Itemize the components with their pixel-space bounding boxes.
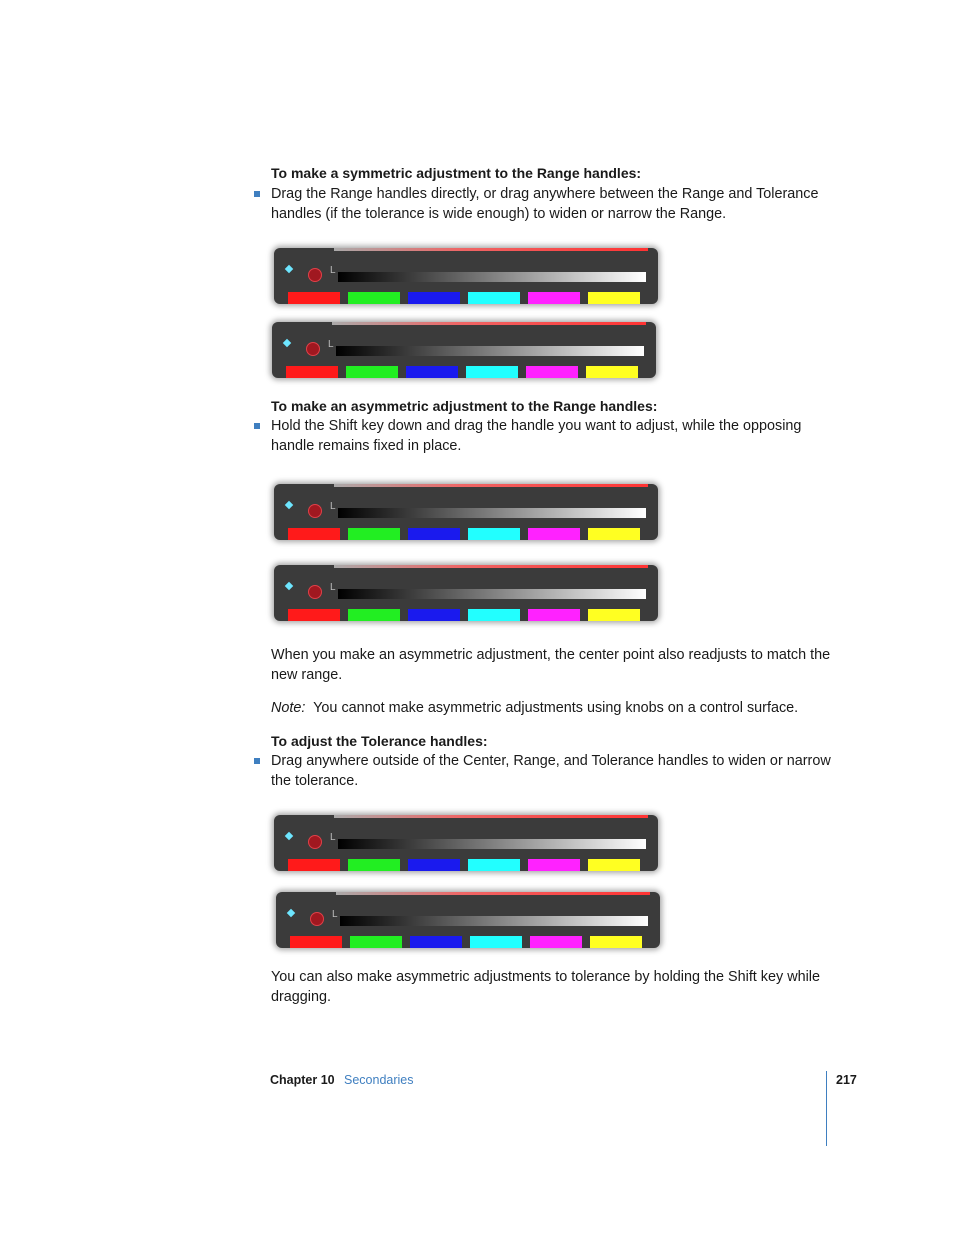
bullet-marker <box>254 758 260 764</box>
heading-asymmetric: To make an asymmetric adjustment to the Range handles: <box>271 398 658 414</box>
bullet-marker <box>254 191 260 197</box>
color-swatch <box>588 609 640 621</box>
color-swatch <box>528 292 580 304</box>
note-text: You cannot make asymmetric adjustments using knobs on a control surface. <box>313 700 799 716</box>
color-swatch <box>408 292 460 304</box>
color-swatch <box>406 366 458 378</box>
paragraph-final: You can also make asymmetric adjustments to tolerance by holding the Shift key while dragging. <box>271 969 820 1005</box>
footer-section-link[interactable]: Secondaries <box>344 1073 414 1087</box>
page-number: 217 <box>836 1073 857 1087</box>
color-swatch <box>410 936 462 948</box>
screenshot-asym-right: L <box>274 484 658 540</box>
color-swatch <box>408 609 460 621</box>
color-swatch <box>348 292 400 304</box>
note-label: Note: <box>271 700 306 716</box>
color-swatch <box>468 859 520 871</box>
color-swatch <box>530 936 582 948</box>
bullet-symmetric: Drag the Range handles directly, or drag anywhere between the Range and Tolerance handles (if the tolerance is wide enough) to widen or narrow the Range. <box>271 186 819 222</box>
bullet-marker <box>254 423 260 429</box>
note <box>271 698 831 718</box>
color-swatch <box>588 528 640 540</box>
color-swatch <box>346 366 398 378</box>
screenshot-range-after: L <box>272 322 656 378</box>
screenshot-tolerance-after: L <box>276 892 660 948</box>
screenshot-asym-left: L <box>274 565 658 621</box>
screenshot-tolerance-before: L <box>274 815 658 871</box>
color-swatch <box>528 859 580 871</box>
color-swatch <box>290 936 342 948</box>
color-swatch <box>528 528 580 540</box>
color-swatch <box>468 609 520 621</box>
color-swatch <box>466 366 518 378</box>
bullet-tolerance: Drag anywhere outside of the Center, Range, and Tolerance handles to widen or narrow the tolerance. <box>271 753 831 789</box>
color-swatch <box>288 609 340 621</box>
footer-chapter: Chapter 10 <box>270 1073 335 1087</box>
color-swatch <box>468 292 520 304</box>
color-swatch <box>348 609 400 621</box>
color-swatch <box>348 528 400 540</box>
color-swatch <box>588 859 640 871</box>
color-swatch <box>588 292 640 304</box>
color-swatch <box>586 366 638 378</box>
color-swatch <box>348 859 400 871</box>
color-swatch <box>408 528 460 540</box>
bullet-asymmetric: Hold the Shift key down and drag the handle you want to adjust, while the opposing handle remains fixed in place. <box>271 418 802 454</box>
color-swatch <box>288 859 340 871</box>
heading-tolerance: To adjust the Tolerance handles: <box>271 733 488 749</box>
color-swatch <box>408 859 460 871</box>
color-swatch <box>526 366 578 378</box>
color-swatch <box>528 609 580 621</box>
color-swatch <box>288 292 340 304</box>
color-swatch <box>288 528 340 540</box>
paragraph-asymmetric: When you make an asymmetric adjustment, the center point also readjusts to match the new range. <box>271 647 831 683</box>
color-swatch <box>470 936 522 948</box>
color-swatch <box>590 936 642 948</box>
color-swatch <box>468 528 520 540</box>
screenshot-range-before: L <box>274 248 658 304</box>
heading-symmetric: To make a symmetric adjustment to the Range handles: <box>271 165 642 181</box>
footer-rule <box>826 1071 827 1146</box>
color-swatch <box>350 936 402 948</box>
color-swatch <box>286 366 338 378</box>
